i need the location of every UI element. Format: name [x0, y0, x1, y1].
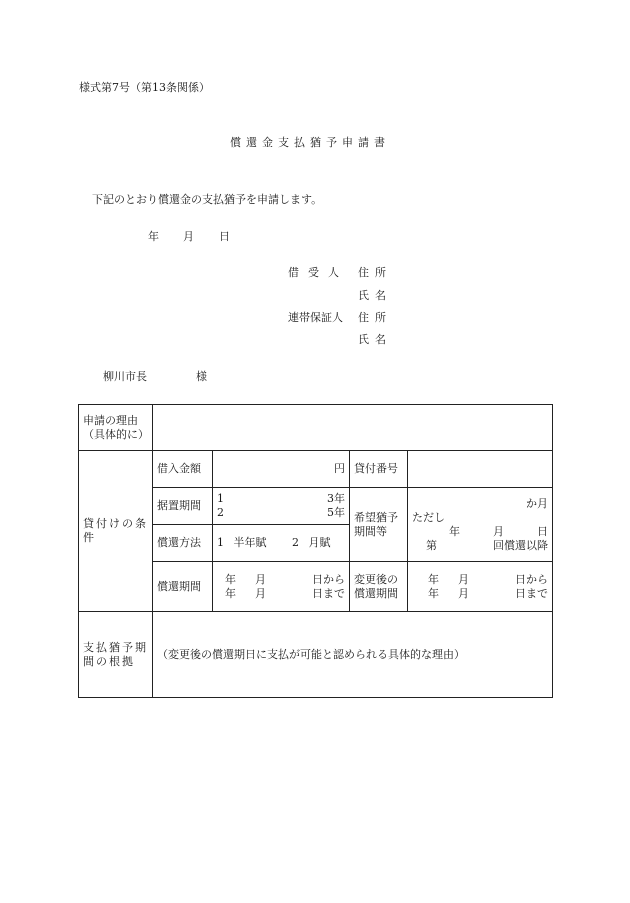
guarantor-name-label: 氏名	[358, 333, 392, 346]
deferral-period-label: 据置期間	[153, 488, 213, 525]
repayment-method-label: 償還方法	[153, 525, 213, 562]
installment-prefix: 第	[426, 538, 437, 552]
guarantor-address-label: 住所	[358, 311, 392, 324]
deferral-opt2-no: 2	[217, 506, 224, 519]
months-unit: か月	[526, 496, 548, 510]
proviso-year: 年	[449, 524, 460, 538]
repayment-period-label: 償還期間	[153, 562, 213, 612]
loan-conditions-label: 貸付けの条 件	[79, 451, 153, 612]
repayment-period-field[interactable]	[213, 562, 350, 612]
cp-to-day: 日まで	[515, 586, 548, 600]
desired-period-label: 希望猶予期間等	[350, 488, 408, 562]
application-table	[78, 404, 553, 698]
borrower-name-label: 氏名	[358, 289, 392, 302]
method-opt1-val: 半年賦	[233, 536, 267, 549]
cp-from-month: 月	[458, 572, 469, 586]
changed-period-label: 変更後の償還期間	[350, 562, 408, 612]
method-opt2-no: 2	[292, 536, 299, 549]
basis-field[interactable]	[153, 612, 553, 698]
recipient-name: 柳川市長	[103, 370, 147, 383]
desired-period-field[interactable]	[408, 488, 553, 562]
basis-note: （変更後の償還期日に支払が可能と認められる具体的な理由）	[157, 647, 465, 661]
form-number: 様式第7号（第13条関係）	[79, 81, 210, 94]
recipient-honorific: 様	[196, 370, 207, 383]
loan-amount-field[interactable]	[213, 451, 350, 488]
date-year: 年	[148, 230, 159, 243]
rp-from-day: 日から	[312, 572, 345, 586]
proviso-month: 月	[493, 524, 504, 538]
method-opt1-no: 1	[217, 536, 224, 549]
rp-from-year: 年	[225, 572, 236, 586]
installment-suffix: 回償還以降	[493, 538, 548, 552]
deferral-opt1-no: 1	[217, 492, 224, 505]
reason-row	[79, 405, 553, 451]
repayment-method-options[interactable]	[213, 525, 350, 562]
method-opt2-val: 月賦	[308, 536, 331, 549]
borrower-label: 借受人	[288, 266, 348, 279]
reason-field[interactable]	[153, 405, 553, 451]
rp-from-month: 月	[255, 572, 266, 586]
basis-label: 支払猶予期間の根拠	[79, 612, 153, 698]
reason-label: 申請の理由（具体的に）	[79, 405, 153, 451]
loan-number-field[interactable]	[408, 451, 553, 488]
basis-row	[79, 612, 553, 698]
guarantor-label: 連帯保証人	[288, 311, 343, 324]
deferral-opt1-val: 3年	[327, 492, 345, 505]
rp-to-year: 年	[225, 586, 236, 600]
document-title: 償還金支払猶予申請書	[230, 136, 390, 149]
yen-unit: 円	[334, 462, 345, 475]
cp-to-month: 月	[458, 586, 469, 600]
borrower-address-label: 住所	[358, 266, 392, 279]
proviso-text: ただし	[412, 510, 445, 524]
date-day: 日	[219, 230, 230, 243]
deferral-options[interactable]	[213, 488, 350, 525]
intro-text: 下記のとおり償還金の支払猶予を申請します。	[92, 193, 323, 206]
rp-to-day: 日まで	[312, 586, 345, 600]
loan-amount-row	[79, 451, 553, 488]
cp-to-year: 年	[428, 586, 439, 600]
changed-period-field[interactable]	[408, 562, 553, 612]
deferral-opt2-val: 5年	[327, 506, 345, 519]
proviso-day: 日	[537, 524, 548, 538]
cp-from-year: 年	[428, 572, 439, 586]
rp-to-month: 月	[255, 586, 266, 600]
loan-number-label: 貸付番号	[350, 451, 408, 488]
cp-from-day: 日から	[515, 572, 548, 586]
loan-amount-label: 借入金額	[153, 451, 213, 488]
date-month: 月	[183, 230, 194, 243]
